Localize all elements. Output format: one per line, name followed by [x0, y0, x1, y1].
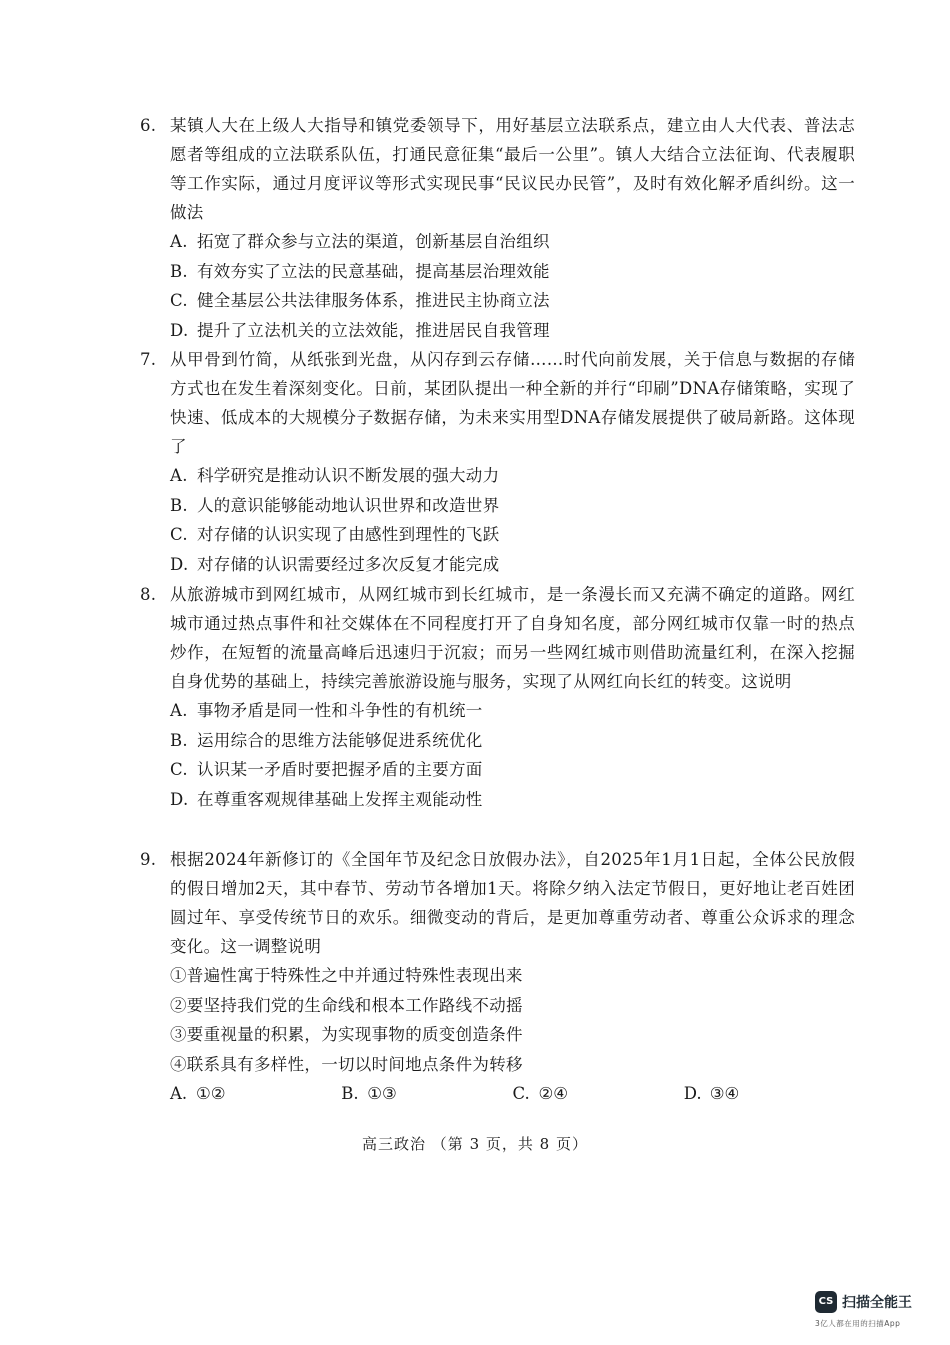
option-letter: D. [170, 554, 189, 574]
option-letter: A. [170, 466, 188, 485]
option-letter: C. [170, 760, 188, 779]
question-number: 6. [140, 116, 157, 135]
option-letter: C. [512, 1084, 530, 1103]
option-text: ③④ [709, 1084, 740, 1103]
option-c [170, 286, 855, 316]
option-letter: D. [170, 320, 189, 340]
option-letter: D. [683, 1084, 702, 1103]
option-text: 提升了立法机关的立法效能，推进居民自我管理 [197, 320, 550, 340]
option-text: 健全基层公共法律服务体系，推进民主协商立法 [197, 291, 550, 310]
option-d [170, 550, 855, 580]
option-letter: A. [170, 1084, 188, 1103]
question-6 [140, 111, 855, 345]
page-footer: 高三政治 （第 3 页，共 8 页） [362, 1135, 588, 1153]
watermark-app-name: 扫描全能王 [842, 1295, 912, 1311]
option-a [170, 1079, 341, 1109]
option-c [170, 520, 855, 550]
option-d [684, 1079, 855, 1109]
option-b [341, 1079, 512, 1109]
question-number: 8. [140, 585, 157, 604]
option-letter: C. [170, 525, 188, 544]
option-text: 在尊重客观规律基础上发挥主观能动性 [197, 789, 483, 809]
option-row [170, 1079, 855, 1109]
option-text: 事物矛盾是同一性和斗争性的有机统一 [197, 701, 483, 720]
scanner-watermark [815, 1291, 930, 1331]
question-stem: 某镇人大在上级人大指导和镇党委领导下，用好基层立法联系点，建立由人大代表、普法志愿者等组成的立法联系队伍，打通民意征集“最后一公里”。镇人大结合立法征询、代表履职等工作实际，通过月度评议等形式实现民事“民议民办民管”，及时有效化解矛盾纠纷。这一做法 [170, 116, 855, 222]
option-text: 认识某一矛盾时要把握矛盾的主要方面 [197, 760, 483, 779]
option-text: ①② [196, 1084, 226, 1103]
option-list [170, 461, 855, 579]
option-text: ①③ [367, 1084, 397, 1103]
option-a [170, 696, 855, 726]
option-text: 科学研究是推动认识不断发展的强大动力 [197, 466, 500, 485]
question-number: 7. [140, 350, 157, 369]
option-d [170, 316, 855, 346]
question-stem: 根据2024年新修订的《全国年节及纪念日放假办法》，自2025年1月1日起，全体公民放假的假日增加2天，其中春节、劳动节各增加1天。将除夕纳入法定节假日，更好地让老百姓团圆过年、享受传统节日的欢乐。细微变动的背后，是更加尊重劳动者、尊重公众诉求的理念变化。这一调整说明 [170, 850, 855, 956]
option-a [170, 227, 855, 257]
statement-3: ③要重视量的积累，为实现事物的质变创造条件 [170, 1025, 523, 1044]
option-letter: B. [170, 495, 188, 515]
camscanner-logo-icon: CS [815, 1291, 837, 1313]
option-list [170, 227, 855, 345]
option-letter: B. [170, 730, 188, 750]
question-9 [140, 845, 855, 1109]
option-text: 对存储的认识需要经过多次反复才能完成 [197, 554, 500, 574]
option-d [170, 785, 855, 815]
option-text: 人的意识能够能动地认识世界和改造世界 [197, 495, 500, 515]
option-letter: D. [170, 789, 189, 809]
statement-2: ②要坚持我们党的生命线和根本工作路线不动摇 [170, 995, 523, 1015]
question-stem: 从旅游城市到网红城市，从网红城市到长红城市，是一条漫长而又充满不确定的道路。网红城市通过热点事件和社交媒体在不同程度打开了自身知名度，部分网红城市仅靠一时的热点炒作，在短暂的流量高峰后迅速归于沉寂；而另一些网红城市则借助流量红利，在深入挖掘自身优势的基础上，持续完善旅游设施与服务，实现了从网红向长红的转变。这说明 [170, 585, 855, 691]
option-text: 运用综合的思维方法能够促进系统优化 [197, 730, 483, 750]
statement-4: ④联系具有多样性，一切以时间地点条件为转移 [170, 1054, 523, 1074]
option-c [513, 1079, 684, 1109]
option-text: 对存储的认识实现了由感性到理性的飞跃 [197, 525, 500, 544]
statement-1: ①普遍性寓于特殊性之中并通过特殊性表现出来 [170, 966, 523, 985]
option-letter: C. [170, 291, 188, 310]
option-text: 有效夯实了立法的民意基础，提高基层治理效能 [197, 261, 550, 281]
option-letter: A. [170, 232, 188, 251]
option-b [170, 491, 855, 521]
option-letter: B. [170, 261, 188, 281]
question-8 [140, 580, 855, 814]
option-text: 拓宽了群众参与立法的渠道，创新基层自治组织 [197, 232, 550, 251]
question-stem: 从甲骨到竹简，从纸张到光盘，从闪存到云存储……时代向前发展，关于信息与数据的存储方式也在发生着深刻变化。日前，某团队提出一种全新的并行“印刷”DNA存储策略，实现了快速、低成本的大规模分子数据存储，为未来实用型DNA存储发展提供了破局新路。这体现了 [170, 350, 855, 456]
option-b [170, 257, 855, 287]
watermark-tagline: 3亿人都在用的扫描App [815, 1319, 901, 1328]
option-b [170, 726, 855, 756]
question-7 [140, 345, 855, 579]
option-letter: A. [170, 701, 188, 720]
option-list [170, 696, 855, 814]
option-c [170, 755, 855, 785]
option-text: ②④ [538, 1084, 569, 1103]
question-number: 9. [140, 850, 157, 869]
option-a [170, 461, 855, 491]
option-letter: B. [341, 1084, 359, 1103]
